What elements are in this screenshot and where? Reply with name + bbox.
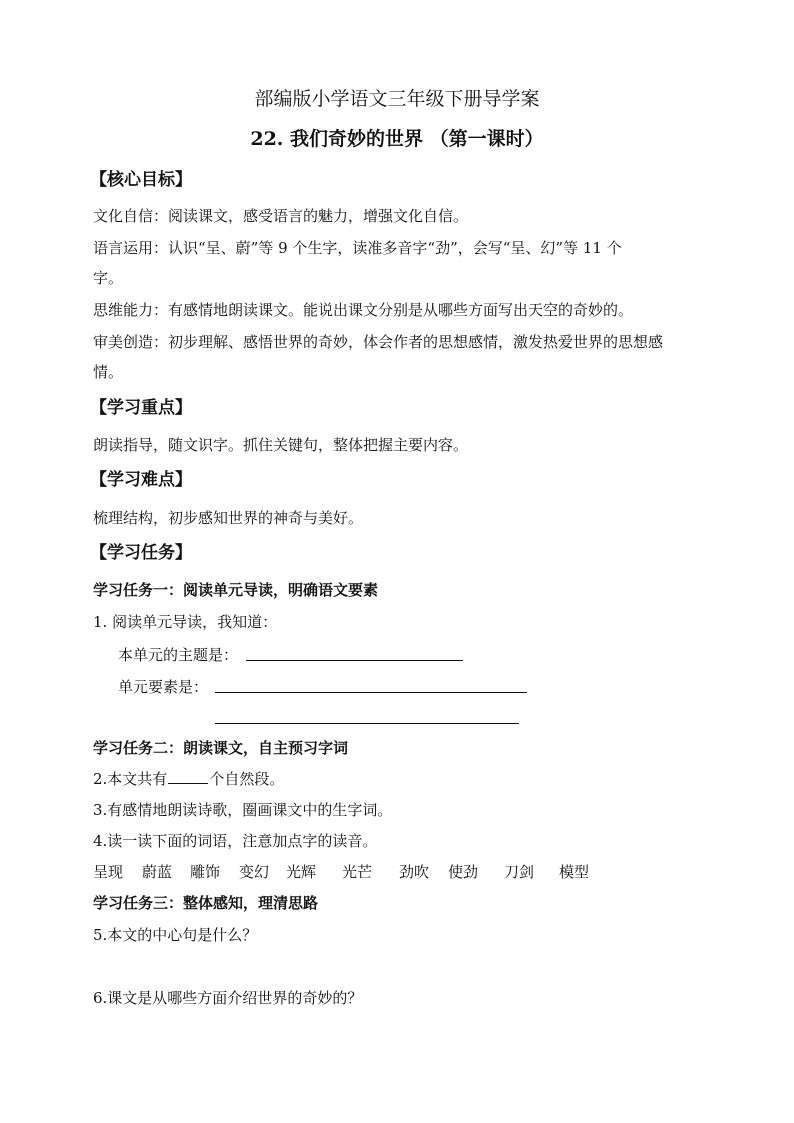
unit-element-answer-line-2[interactable] [215, 723, 519, 724]
goal-aesthetic-line2: 情。 [93, 363, 124, 381]
unit-element-answer-line-1[interactable] [215, 692, 527, 693]
unit-element-label: 单元要素是： [118, 678, 209, 696]
unit-theme-answer-line[interactable] [246, 660, 463, 661]
vocabulary-word: 光芒 [342, 863, 373, 881]
goal-culture: 文化自信：阅读课文，感受语言的魅力，增强文化自信。 [93, 207, 469, 225]
question-paragraph-count [93, 769, 284, 789]
question-read-poem: 3.有感情地朗读诗歌，圈画课文中的生字词。 [93, 801, 393, 819]
task1-question: 1. 阅读单元导读，我知道： [93, 613, 278, 631]
task1-title: 学习任务一：阅读单元导读，明确语文要素 [93, 581, 379, 599]
question-2-prefix: 2.本文共有 [93, 770, 168, 788]
unit-theme-label: 本单元的主题是： [118, 646, 239, 664]
lesson-title: 22. 我们奇妙的世界 （第一课时） [250, 128, 544, 150]
vocabulary-word: 呈现 [93, 863, 124, 881]
vocabulary-word: 变幻 [239, 863, 270, 881]
focus-heading: 【学习重点】 [90, 398, 192, 418]
goal-language-line1: 语言运用：认识“呈、蔚”等 9 个生字，读准多音字“劲”，会写“呈、幻”等 11 个 [93, 239, 622, 257]
vocabulary-word: 使劲 [448, 863, 479, 881]
vocabulary-word: 模型 [559, 863, 590, 881]
task2-title: 学习任务二：朗读课文，自主预习字词 [93, 739, 349, 757]
task3-title: 学习任务三：整体感知，理清思路 [93, 894, 319, 912]
question-2-suffix: 个自然段。 [209, 770, 285, 788]
vocabulary-word: 劲吹 [399, 863, 430, 881]
tasks-heading: 【学习任务】 [90, 543, 192, 563]
document-title: 部编版小学语文三年级下册导学案 [254, 88, 540, 110]
core-goals-heading: 【核心目标】 [90, 170, 192, 190]
paragraph-count-blank[interactable] [168, 769, 208, 784]
goal-thinking: 思维能力：有感情地朗读课文。能说出课文分别是从哪些方面写出天空的奇妙的。 [93, 301, 634, 319]
goal-aesthetic-line1: 审美创造：初步理解、感悟世界的奇妙，体会作者的思想感情，激发热爱世界的思想感 [93, 333, 664, 351]
vocabulary-word: 雕饰 [190, 863, 221, 881]
question-aspects: 6.课文是从哪些方面介绍世界的奇妙的？ [93, 989, 363, 1007]
question-central-sentence: 5.本文的中心句是什么？ [93, 926, 258, 944]
question-read-words: 4.读一读下面的词语，注意加点字的读音。 [93, 832, 378, 850]
vocabulary-word: 刀剑 [504, 863, 535, 881]
difficulty-text: 梳理结构，初步感知世界的神奇与美好。 [93, 509, 364, 527]
vocabulary-word: 光辉 [286, 863, 317, 881]
vocabulary-word: 蔚蓝 [142, 863, 173, 881]
difficulty-heading: 【学习难点】 [90, 470, 192, 490]
goal-language-line2: 字。 [93, 269, 124, 287]
focus-text: 朗读指导，随文识字。抓住关键句，整体把握主要内容。 [93, 436, 469, 454]
